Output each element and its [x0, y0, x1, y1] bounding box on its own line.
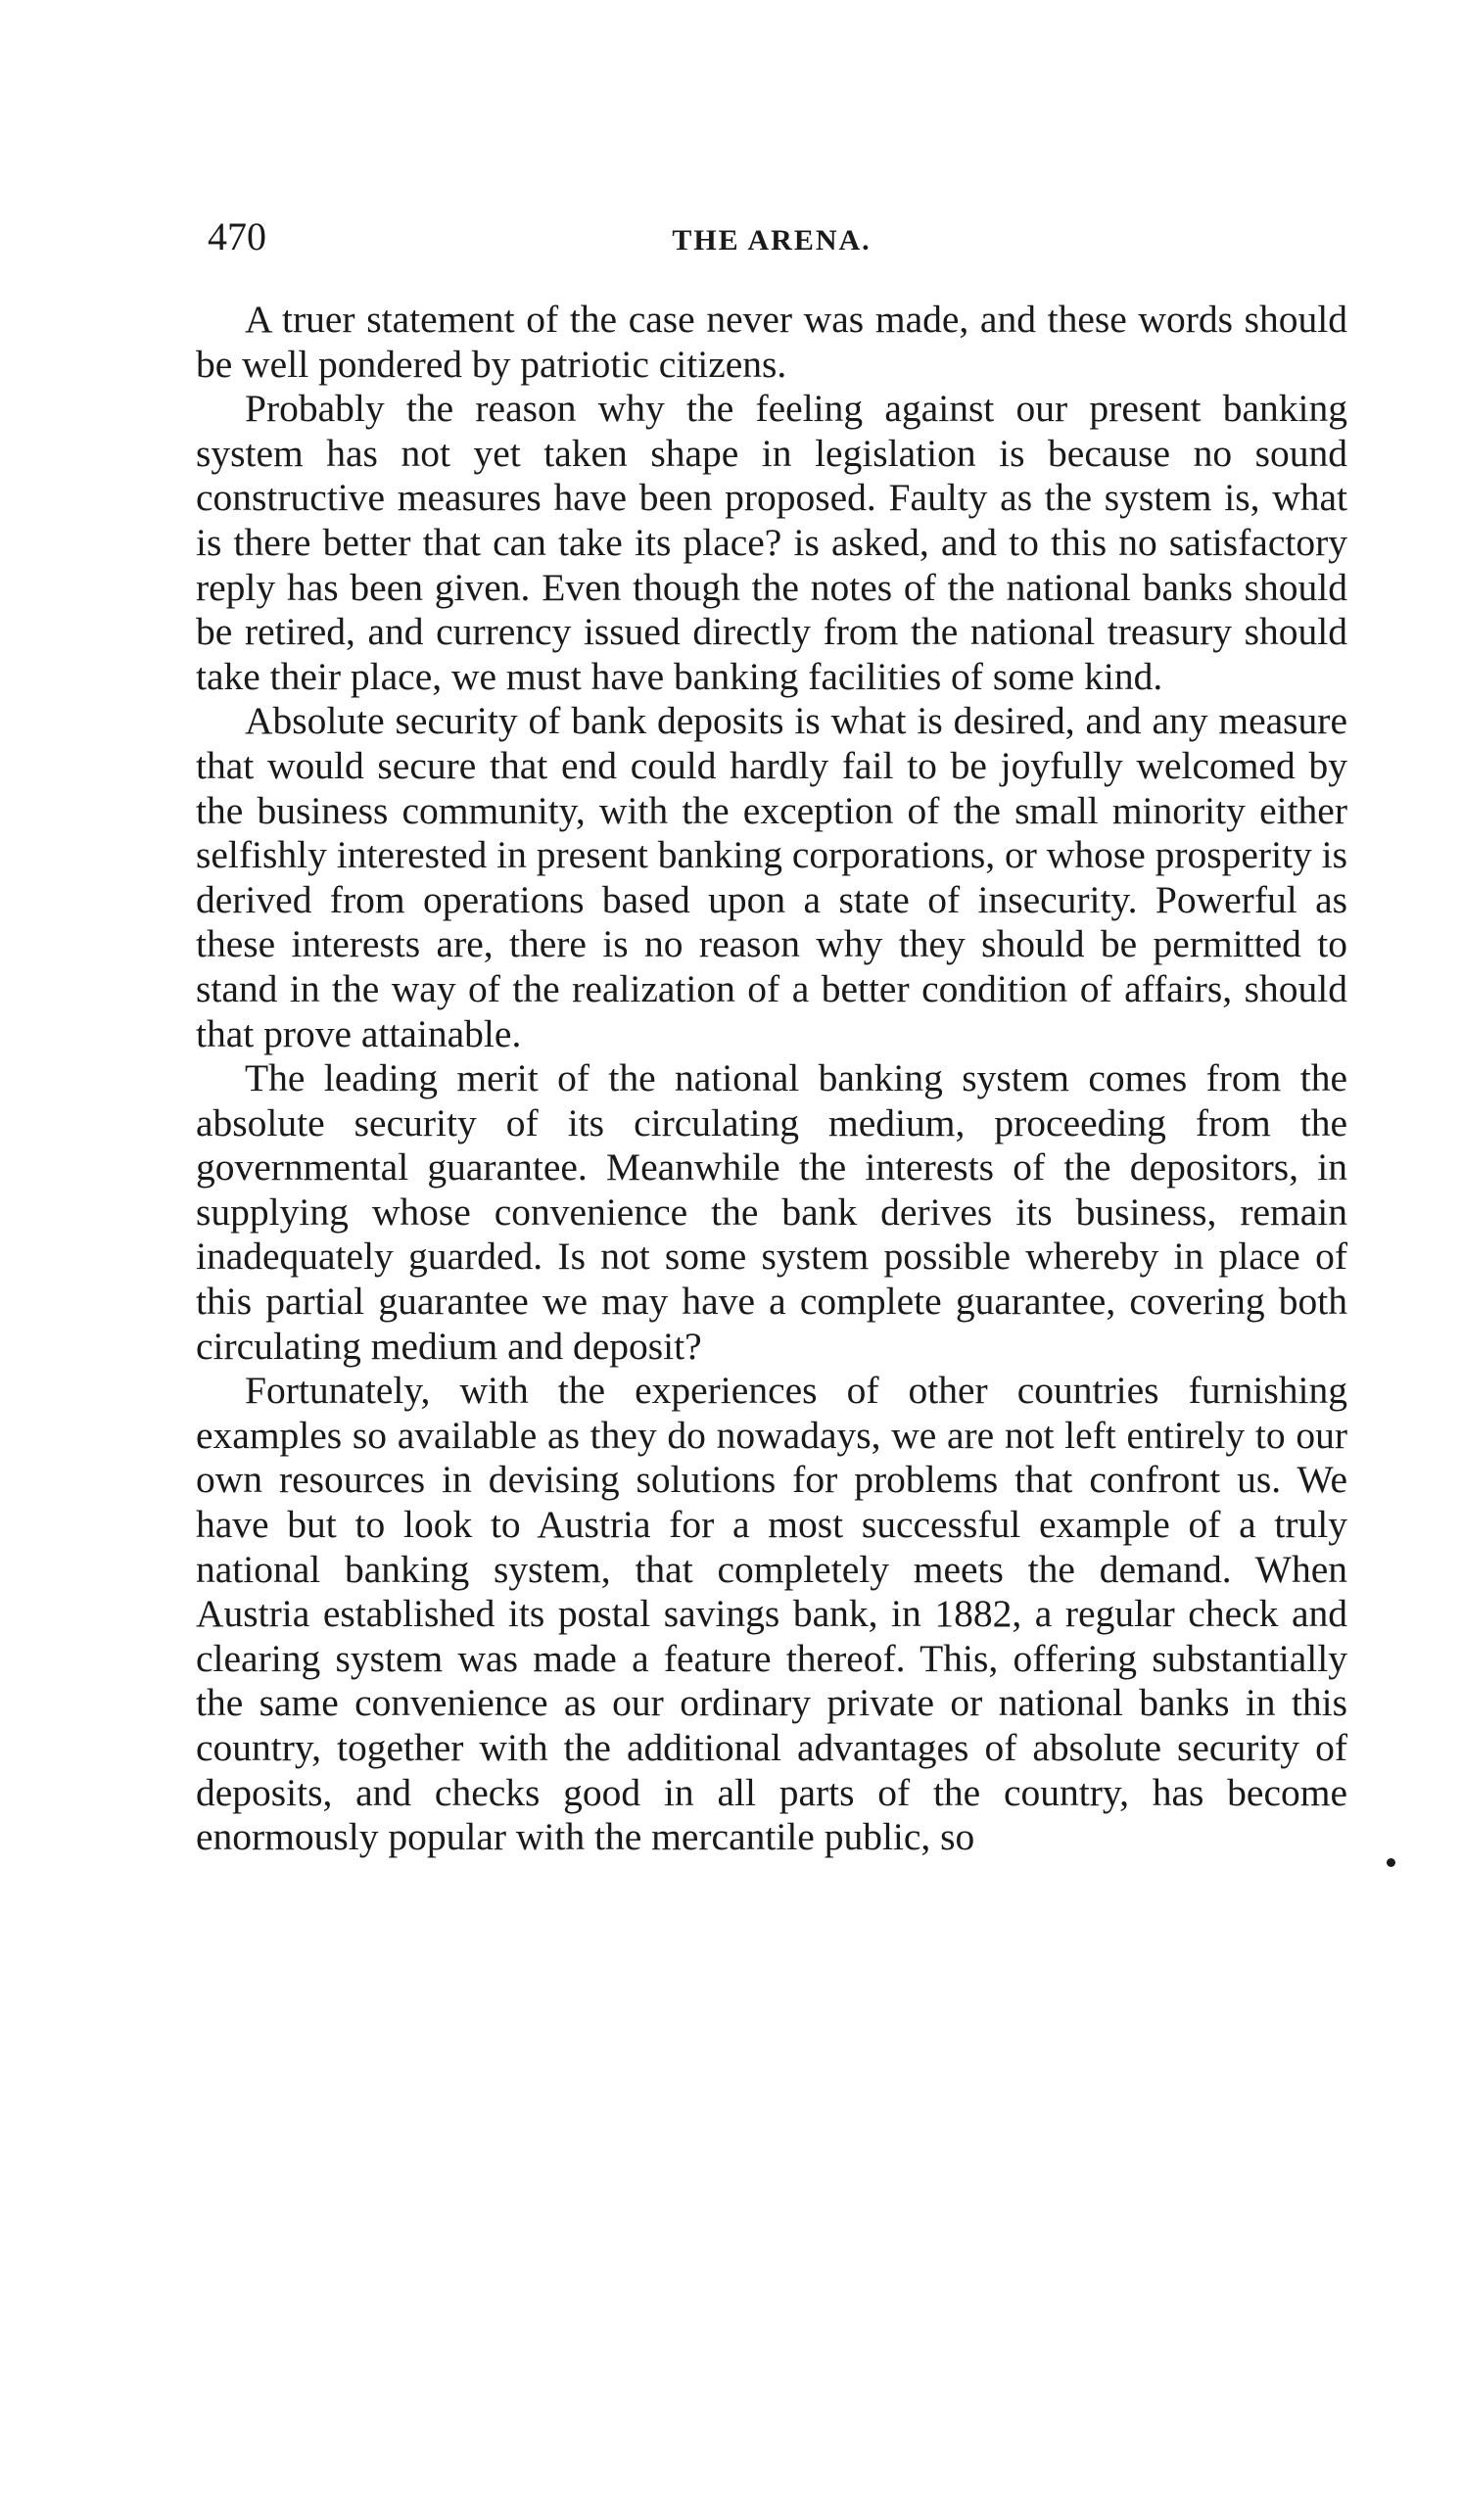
page-number: 470 [208, 214, 266, 258]
paragraph-truer-statement: A truer statement of the case never was made, and these words should be well pondered by patriotic citizens. [196, 298, 1347, 386]
paragraph-austria-example: Fortunately, with the experiences of other countries furnishing examples so available as they do nowadays, we are not left entirely to our own resources in devising solutions for problems that confront us. We have but to look to Austria for a most successful example of a truly national banking system, that completely meets the demand. When Austria established its postal savings bank, in 1882, a regular check and clearing system was made a feature thereof. This, offering substantially the same convenience as our ordinary private or national banks in this country, together with the additional advantages of absolute security of deposits, and checks good in all parts of the country, has become enormously popular with the mercantile public, so [196, 1369, 1347, 1859]
body-text [196, 298, 1347, 1860]
paragraph-banking-system: Probably the reason why the feeling against our present banking system has not yet taken shape in legislation is because no sound constructive measures have been proposed. Faulty as the system is, what is there better that can take its place? is asked, and to this no satisfactory reply has been given. Even though the notes of the national banks should be retired, and currency issued directly from the national treasury should take their place, we must have banking facilities of some kind. [196, 387, 1347, 698]
paragraph-absolute-security: Absolute security of bank deposits is what is desired, and any measure that would secure that end could hardly fail to be joyfully welcomed by the business community, with the exception of the small minority either selfishly interested in present banking corporations, or whose prosperity is derived from operations based upon a state of insecurity. Powerful as these interests are, there is no reason why they should be permitted to stand in the way of the realization of a better condition of affairs, should that prove attainable. [196, 699, 1347, 1055]
running-head [196, 208, 1347, 266]
journal-title: THE ARENA. [672, 224, 872, 257]
ink-speck [1387, 1858, 1395, 1867]
paragraph-leading-merit: The leading merit of the national banking system comes from the absolute security of its circulating medium, proceeding from the governmental guarantee. Meanwhile the interests of the depositors, in supplying whose convenience the bank derives its business, remain inadequately guarded. Is not some system possible whereby in place of this partial guarantee we may have a complete guarantee, covering both circulating medium and deposit? [196, 1056, 1347, 1368]
